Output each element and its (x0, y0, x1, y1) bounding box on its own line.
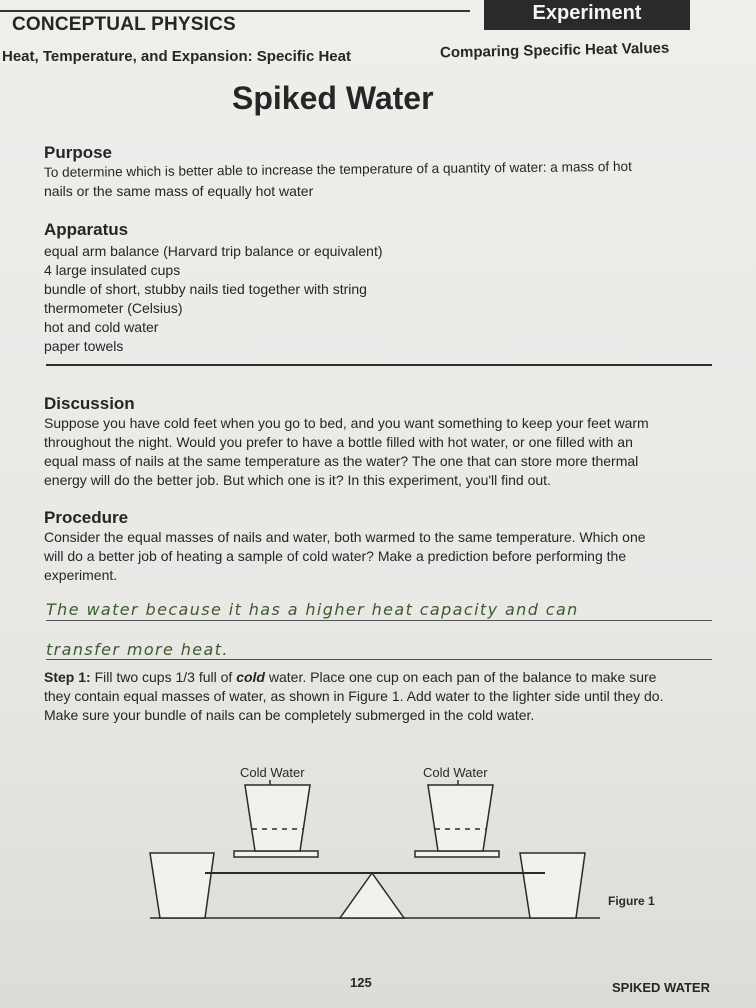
procedure-line: will do a better job of heating a sample of cold water? Make a prediction before performing the (44, 548, 627, 564)
step-label: Step 1: (44, 669, 91, 685)
course-title: CONCEPTUAL PHYSICS (12, 14, 236, 35)
procedure-line: Consider the equal masses of nails and water, both warmed to the same temperature. Which one (44, 529, 646, 545)
procedure-line: experiment. (44, 567, 118, 583)
apparatus-section (44, 220, 704, 356)
footer-title: SPIKED WATER (612, 980, 710, 995)
right-pan (415, 851, 499, 857)
header-rule (0, 10, 470, 12)
purpose-line-1: To determine which is better able to increase the temperature of a quantity of water: a mass of hot (43, 158, 632, 180)
step-text: water. Place one cup on each pan of the balance to make sure (264, 669, 657, 685)
discussion-line: energy will do the better job. But which one is it? In this experiment, you'll find out. (44, 472, 551, 488)
balance-fulcrum (340, 873, 404, 918)
cup-label-right: Cold Water (423, 765, 488, 780)
section-divider (46, 364, 712, 366)
apparatus-item: thermometer (Celsius) (44, 300, 183, 316)
page-title: Spiked Water (232, 80, 434, 116)
procedure-heading: Procedure (44, 508, 129, 527)
spare-cup-right (520, 853, 585, 918)
left-cup (245, 785, 310, 851)
discussion-line: throughout the night. Would you prefer to have a bottle filled with hot water, or one filled with an (44, 434, 633, 450)
chapter-heading: Heat, Temperature, and Expansion: Specific Heat (2, 48, 351, 65)
apparatus-list (44, 242, 704, 356)
purpose-heading: Purpose (44, 143, 113, 162)
purpose-section (44, 143, 704, 201)
cup-label-left: Cold Water (240, 765, 305, 780)
step-1-line-3: Make sure your bundle of nails can be completely submerged in the cold water. (44, 707, 535, 723)
discussion-section (44, 394, 704, 490)
figure-caption: Figure 1 (608, 894, 655, 908)
step-1-line-1 (44, 668, 704, 687)
apparatus-item: equal arm balance (Harvard trip balance or equivalent) (44, 243, 383, 259)
handwritten-answer-line-1: The water because it has a higher heat capacity and can (46, 600, 579, 619)
step-1-section (44, 668, 704, 725)
answer-rule (46, 659, 712, 660)
discussion-heading: Discussion (44, 394, 135, 413)
experiment-tag: Experiment (484, 0, 690, 30)
step-emphasis: cold (236, 669, 265, 685)
purpose-line-2: nails or the same mass of equally hot water (44, 183, 314, 199)
step-text: Fill two cups 1/3 full of (90, 669, 237, 685)
handwritten-answer-line-2: transfer more heat. (46, 640, 229, 659)
answer-rule (46, 620, 712, 621)
procedure-section (44, 508, 704, 585)
left-pan (234, 851, 318, 857)
balance-figure (0, 755, 756, 945)
apparatus-item: hot and cold water (44, 319, 159, 335)
right-cup (428, 785, 493, 851)
spare-cup-left (150, 853, 214, 918)
apparatus-item: bundle of short, stubby nails tied together with string (44, 281, 367, 297)
apparatus-item: paper towels (44, 338, 124, 354)
step-1-line-2: they contain equal masses of water, as shown in Figure 1. Add water to the lighter side until they do. (44, 688, 664, 704)
discussion-line: Suppose you have cold feet when you go to bed, and you want something to keep your feet warm (44, 415, 649, 431)
apparatus-heading: Apparatus (44, 220, 129, 239)
discussion-line: equal mass of nails at the same temperature as the water? The one that can store more thermal (44, 453, 639, 469)
page-number: 125 (350, 975, 372, 990)
lab-subtitle: Comparing Specific Heat Values (439, 39, 670, 62)
apparatus-item: 4 large insulated cups (44, 262, 181, 278)
